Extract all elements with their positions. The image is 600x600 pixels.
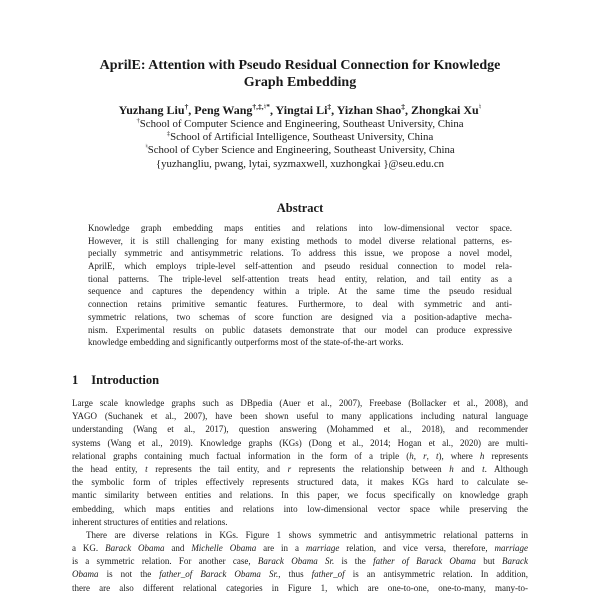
author-affil-mark: † (184, 102, 189, 111)
text-line (88, 235, 512, 248)
text-line (72, 555, 528, 568)
paper-title (60, 57, 540, 91)
text-segment: pecially symmetric and antisymmetric relations. To address this issue, we propose a novel model, (88, 248, 512, 259)
text-segment: the head entity, (72, 463, 146, 474)
text-segment: There are diverse relations in KGs. Figure 1 shows symmetric and antisymmetric relational patterns in (86, 529, 528, 540)
affiliation-line: ♮School of Cyber Science and Engineering, Southeast University, China (145, 143, 455, 157)
text-line (88, 324, 512, 337)
italic-text: father_of (159, 569, 193, 580)
italic-text: r (423, 450, 427, 461)
italic-text: marriage (494, 543, 528, 554)
author-name: Yingtai Li‡ (275, 102, 332, 117)
text-segment: represents the tail entity, and (147, 463, 288, 474)
italic-text: h (479, 450, 485, 461)
text-line (88, 285, 512, 298)
text-segment: but (475, 556, 502, 567)
text-segment: mantic similarity between entities and relations. In this paper, we focus specifically on knowledge graph (72, 490, 528, 501)
text-segment: the symbolic form of triples effectively represents structured data, it makes KGs hard to calculate se- (72, 477, 528, 488)
text-line (88, 260, 512, 273)
section-heading (72, 373, 528, 388)
text-segment: AprilE, which employs triple-level self-attention and pseudo residual connection to model rela- (88, 261, 512, 272)
italic-text: father_of (311, 569, 345, 580)
text-segment: understanding (Wang et al., 2017), question answering (Mohammed et al., 2018), and recommender (72, 424, 528, 435)
affiliation-line: †School of Computer Science and Engineering, Southeast University, China (136, 117, 464, 130)
text-line (88, 273, 512, 286)
text-line (72, 529, 528, 542)
abstract-body (88, 222, 512, 349)
author-name: Peng Wang†,‡,♮* (194, 102, 270, 117)
text-segment: YAGO (Suchanek et al., 2007), have been shown useful to many applications including natural language (72, 411, 528, 422)
text-segment: Graph Embedding (243, 75, 357, 90)
italic-text: Barack Obama (416, 556, 476, 567)
text-line (72, 503, 528, 516)
text-segment: nism. Experimental results on public datasets demonstrate that our model can produce expressive (88, 324, 512, 335)
text-line (72, 463, 528, 476)
section-number: 1 (72, 373, 79, 387)
author-affil-mark: ‡ (401, 102, 405, 111)
text-segment: is a symmetric relation. For another case, (72, 556, 258, 567)
italic-text: r (287, 463, 292, 474)
text-segment: , (413, 450, 424, 461)
introduction-paragraph-2 (72, 529, 528, 595)
text-segment: is not the (98, 569, 160, 580)
text-line (72, 397, 528, 410)
text-segment: relational graphs containing much factual information in the form of a triple ( (72, 450, 410, 461)
italic-text: Barack Obama Sr. (257, 556, 335, 567)
text-line (72, 410, 528, 423)
text-segment: . Although (484, 463, 528, 474)
author-affil-mark: †,‡,♮* (252, 102, 270, 111)
italic-text: h (449, 463, 454, 474)
text-line (88, 222, 512, 235)
text-segment: embedding, which maps entities and relations into low-dimensional vector space while preserving the (72, 503, 528, 514)
text-segment: connection retains primitive semantic features. Furthermore, to deal with symmetric and anti- (88, 299, 512, 310)
text-segment: inherent structures of entities and relations. (72, 516, 228, 527)
italic-text: father of (373, 556, 409, 567)
affil-mark: ‡ (166, 130, 171, 138)
text-segment: , (426, 450, 436, 461)
text-line (88, 298, 512, 311)
text-line (72, 582, 528, 595)
text-line (72, 437, 528, 450)
text-segment: Large scale knowledge graphs such as DBpedia (Auer et al., 2007), Freebase (Bollacker et al., 2008), and (72, 398, 528, 408)
text-segment: is the (334, 556, 374, 567)
italic-text: t (145, 463, 148, 474)
text-line (60, 57, 540, 74)
author-line: Yuzhang Liu†, Peng Wang†,‡,♮*, Yingtai Li‡, Yizhan Shao‡, Zhongkai Xu♮ (118, 102, 482, 117)
text-segment: there are also different relational categories in Figure 1, which are one-to-one, one-to-many, many-to- (72, 582, 528, 593)
text-line (72, 423, 528, 436)
italic-text: t (435, 450, 439, 461)
text-segment: However, it is still challenging for many existing methods to model diverse relational patterns, es- (88, 235, 512, 246)
affil-mark: ♮ (145, 143, 148, 151)
text-segment: tional patterns. The triple-level self-attention treats head entity, relation, and tail entity as a (88, 273, 512, 284)
text-line (88, 311, 512, 324)
italic-text: t (482, 463, 485, 474)
text-segment: are in a (256, 543, 306, 554)
text-segment: and (164, 543, 192, 554)
author-name: Zhongkai Xu♮ (411, 102, 482, 117)
italic-text: marriage (305, 543, 340, 554)
author-affil-mark: ‡ (327, 102, 332, 111)
text-segment: Knowledge graph embedding maps entities and relations into low-dimensional vector space. (88, 223, 512, 233)
italic-text: Obama (72, 569, 99, 580)
italic-text: Barack (502, 556, 528, 567)
introduction-body (72, 397, 528, 595)
text-segment: sequence and captures the dependency within a triple. At the same time the pseudo residual (88, 286, 512, 297)
text-segment: systems (Wang et al., 2019). Knowledge graphs (KGs) (Dong et al., 2014; Hogan et al., 2020) are multi- (72, 437, 528, 448)
text-line (72, 568, 528, 581)
abstract-heading: Abstract (276, 201, 324, 215)
italic-text: h (409, 450, 414, 461)
affil-mark: † (136, 117, 140, 125)
text-segment: represents (484, 450, 528, 461)
email-line: {yuzhangliu, pwang, lytai, syzmaxwell, xuzhongkai }@seu.edu.cn (155, 158, 445, 170)
text-segment: , thus (278, 569, 312, 580)
text-segment: ), where (438, 450, 480, 461)
text-line (88, 336, 512, 349)
italic-text: Barack Obama Sr. (200, 569, 279, 580)
text-segment: AprilE: Attention with Pseudo Residual Connection for Knowledge (99, 58, 501, 73)
text-segment: is an antisymmetric relation. In addition, (344, 569, 528, 580)
section-title: Introduction (91, 373, 160, 387)
text-segment: and (453, 463, 483, 474)
text-line (72, 450, 528, 463)
text-line (72, 476, 528, 489)
author-name: Yuzhang Liu† (118, 102, 189, 117)
text-segment: a KG. (72, 543, 106, 554)
affiliation-line: ‡School of Artificial Intelligence, Southeast University, China (166, 130, 434, 144)
text-segment: knowledge embedding and significantly outperforms most of the state-of-the-art works. (88, 337, 404, 348)
italic-text: Michelle Obama (191, 543, 257, 554)
text-line (72, 489, 528, 502)
text-segment: symmetric relations, two schemas of score function are designed via a position-adaptive mecha- (88, 311, 512, 322)
author-affil-mark: ♮ (478, 102, 482, 111)
italic-text: Barack Obama (105, 543, 165, 554)
author-name: Yizhan Shao‡ (336, 102, 405, 117)
affiliations (40, 118, 560, 158)
introduction-paragraph-1 (72, 397, 528, 529)
text-line (88, 247, 512, 260)
text-segment: relation, and vice versa, therefore, (339, 543, 495, 554)
text-segment: represents the relationship between (291, 463, 450, 474)
text-line (72, 516, 528, 529)
text-line (60, 74, 540, 91)
text-line (72, 542, 528, 555)
